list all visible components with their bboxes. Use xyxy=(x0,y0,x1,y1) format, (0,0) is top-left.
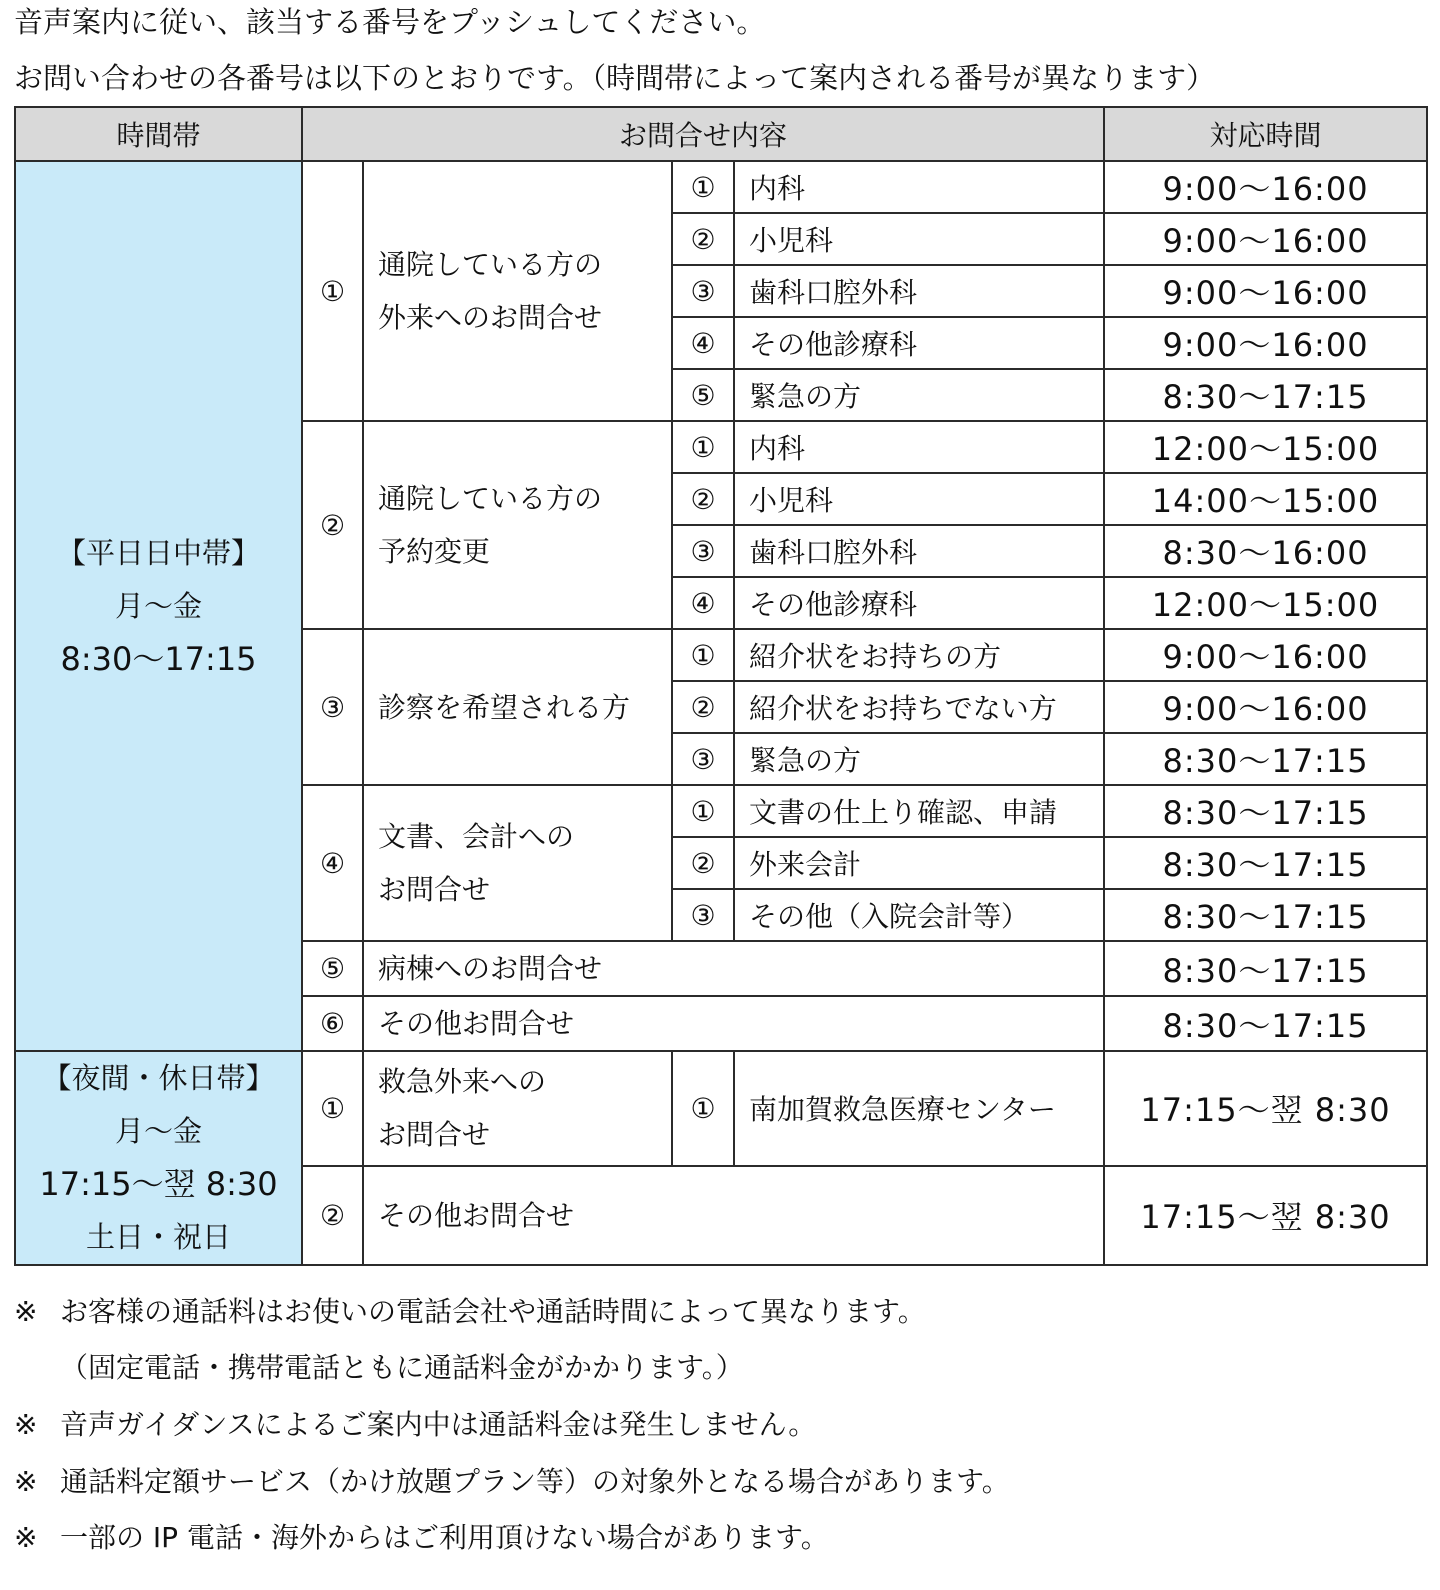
item-time: 8:30～16:00 xyxy=(1104,525,1427,577)
item-number: ④ xyxy=(672,577,734,629)
item-number: ① xyxy=(672,629,734,681)
item-number: ③ xyxy=(672,733,734,785)
note-mark: ※ xyxy=(14,1521,38,1554)
item-label: 緊急の方 xyxy=(734,369,1104,421)
group-4-number: ④ xyxy=(302,785,363,941)
item-time: 9:00～16:00 xyxy=(1104,265,1427,317)
single-5-label: 病棟へのお問合せ xyxy=(363,941,1104,996)
item-label: 文書の仕上り確認、申請 xyxy=(734,785,1104,837)
night-1-title-line-1: 救急外来への xyxy=(378,1065,547,1099)
group-1-title-line-1: 通院している方の xyxy=(378,248,603,281)
group-4-title xyxy=(363,785,672,941)
item-label: 紹介状をお持ちでない方 xyxy=(734,681,1104,733)
night-days: 月～金 xyxy=(114,1114,202,1148)
item-number: ① xyxy=(672,1051,734,1166)
note-1 xyxy=(14,1292,926,1332)
item-number: ③ xyxy=(672,265,734,317)
item-time: 8:30～17:15 xyxy=(1104,785,1427,837)
item-number: ② xyxy=(672,213,734,265)
item-time: 12:00～15:00 xyxy=(1104,577,1427,629)
group-1-title xyxy=(363,161,672,421)
night-2-label: その他お問合せ xyxy=(363,1166,1104,1265)
night-label: 【夜間・休日帯】 xyxy=(42,1061,275,1095)
night-1-title xyxy=(363,1051,672,1166)
note-5 xyxy=(14,1518,829,1558)
single-5-number: ⑤ xyxy=(302,941,363,996)
item-number: ② xyxy=(672,681,734,733)
item-time: 12:00～15:00 xyxy=(1104,421,1427,473)
table-row xyxy=(15,1051,1427,1166)
note-4 xyxy=(14,1462,1010,1502)
weekday-label: 【平日日中帯】 xyxy=(56,535,260,570)
night-holidays: 土日・祝日 xyxy=(85,1220,231,1254)
item-time: 17:15～翌 8:30 xyxy=(1104,1051,1427,1166)
group-3-title: 診察を希望される方 xyxy=(363,629,672,785)
group-3-number: ③ xyxy=(302,629,363,785)
note-mark: ※ xyxy=(14,1408,38,1441)
item-time: 8:30～17:15 xyxy=(1104,369,1427,421)
item-label: その他診療科 xyxy=(734,577,1104,629)
header-hours: 対応時間 xyxy=(1104,107,1427,161)
single-5-time: 8:30～17:15 xyxy=(1104,941,1427,996)
intro-line-2: お問い合わせの各番号は以下のとおりです。（時間帯によって案内される番号が異なります） xyxy=(14,61,1216,95)
item-time: 9:00～16:00 xyxy=(1104,161,1427,213)
item-number: ① xyxy=(672,785,734,837)
group-4-title-line-1: 文書、会計への xyxy=(378,820,575,853)
item-time: 8:30～17:15 xyxy=(1104,889,1427,941)
item-number: ③ xyxy=(672,889,734,941)
item-label: 小児科 xyxy=(734,213,1104,265)
item-time: 9:00～16:00 xyxy=(1104,213,1427,265)
item-label: 内科 xyxy=(734,161,1104,213)
night-hours: 17:15～翌 8:30 xyxy=(39,1165,278,1203)
night-2-time: 17:15～翌 8:30 xyxy=(1104,1166,1427,1265)
note-mark: ※ xyxy=(14,1465,38,1498)
group-2-title-line-2: 予約変更 xyxy=(378,535,491,568)
item-time: 9:00～16:00 xyxy=(1104,681,1427,733)
item-label: 緊急の方 xyxy=(734,733,1104,785)
single-6-time: 8:30～17:15 xyxy=(1104,996,1427,1051)
item-label: 歯科口腔外科 xyxy=(734,265,1104,317)
item-time: 8:30～17:15 xyxy=(1104,837,1427,889)
single-6-label: その他お問合せ xyxy=(363,996,1104,1051)
note-text: （固定電話・携帯電話ともに通話料金がかかります。） xyxy=(60,1351,744,1384)
note-text: 音声ガイダンスによるご案内中は通話料金は発生しません。 xyxy=(60,1408,817,1441)
note-mark: ※ xyxy=(14,1295,38,1328)
header-content: お問合せ内容 xyxy=(302,107,1104,161)
item-time: 8:30～17:15 xyxy=(1104,733,1427,785)
night-period-cell xyxy=(15,1051,302,1265)
group-1-title-line-2: 外来へのお問合せ xyxy=(378,301,603,334)
item-number: ② xyxy=(672,473,734,525)
group-2-title-line-1: 通院している方の xyxy=(378,482,603,515)
item-label: その他診療科 xyxy=(734,317,1104,369)
item-time: 9:00～16:00 xyxy=(1104,629,1427,681)
group-4-title-line-2: お問合せ xyxy=(378,873,491,906)
item-number: ① xyxy=(672,161,734,213)
item-number: ② xyxy=(672,837,734,889)
weekday-hours: 8:30～17:15 xyxy=(60,639,257,678)
item-label: 内科 xyxy=(734,421,1104,473)
item-number: ⑤ xyxy=(672,369,734,421)
item-time: 9:00～16:00 xyxy=(1104,317,1427,369)
note-text: お客様の通話料はお使いの電話会社や通話時間によって異なります。 xyxy=(60,1295,926,1328)
item-number: ③ xyxy=(672,525,734,577)
weekday-days: 月～金 xyxy=(114,588,202,623)
table-header-row xyxy=(15,107,1427,161)
item-label: 小児科 xyxy=(734,473,1104,525)
item-number: ① xyxy=(672,421,734,473)
note-3 xyxy=(14,1405,816,1445)
weekday-period-cell xyxy=(15,161,302,1051)
intro-line-1: 音声案内に従い、該当する番号をプッシュしてください。 xyxy=(14,5,766,39)
table-row xyxy=(15,161,1427,213)
single-6-number: ⑥ xyxy=(302,996,363,1051)
group-2-number: ② xyxy=(302,421,363,629)
night-2-number: ② xyxy=(302,1166,363,1265)
header-period: 時間帯 xyxy=(15,107,302,161)
note-text: 通話料定額サービス（かけ放題プラン等）の対象外となる場合があります。 xyxy=(60,1465,1010,1498)
night-1-title-line-2: お問合せ xyxy=(378,1118,491,1152)
night-1-number: ① xyxy=(302,1051,363,1166)
item-label: 紹介状をお持ちの方 xyxy=(734,629,1104,681)
note-2 xyxy=(14,1348,744,1388)
item-time: 14:00～15:00 xyxy=(1104,473,1427,525)
item-label: 外来会計 xyxy=(734,837,1104,889)
group-2-title xyxy=(363,421,672,629)
item-label: 歯科口腔外科 xyxy=(734,525,1104,577)
phone-guide-table xyxy=(14,106,1428,1266)
item-label: その他（入院会計等） xyxy=(734,889,1104,941)
item-number: ④ xyxy=(672,317,734,369)
item-label: 南加賀救急医療センター xyxy=(734,1051,1104,1166)
note-text: 一部の IP 電話・海外からはご利用頂けない場合があります。 xyxy=(60,1521,829,1554)
group-1-number: ① xyxy=(302,161,363,421)
